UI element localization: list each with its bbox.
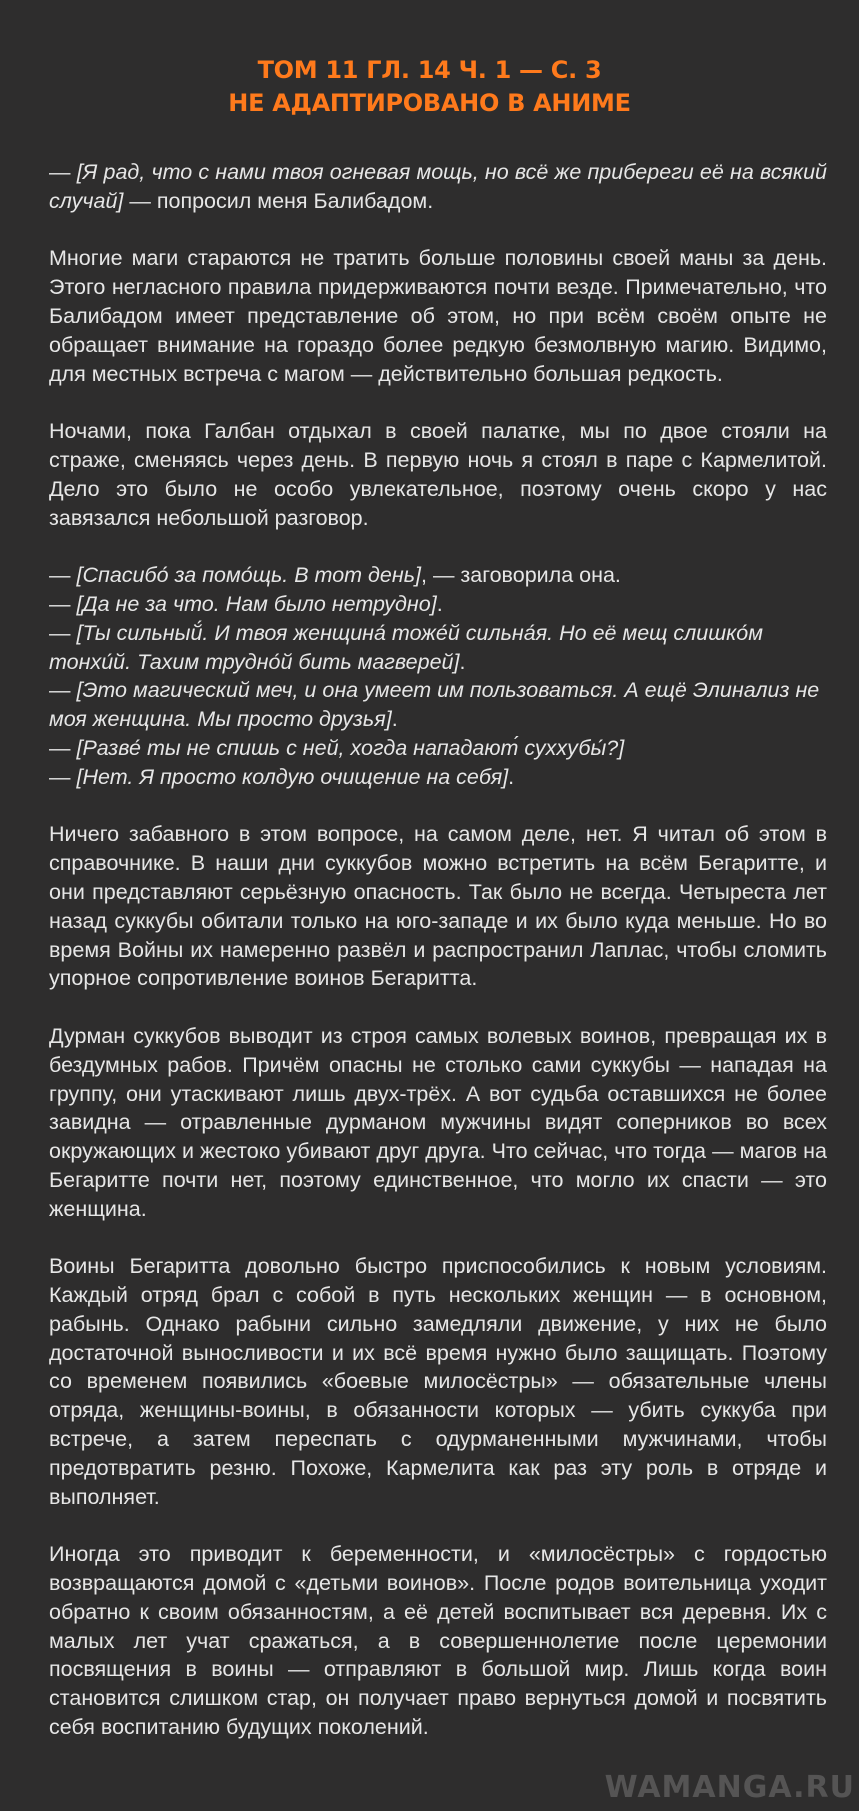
dialogue-speech: [Спасибо́ за помо́щь. В тот день] bbox=[76, 563, 421, 588]
dialogue-speech: [Да не за что. Нам было нетрудно] bbox=[76, 591, 437, 616]
dialogue-dash: — bbox=[49, 591, 77, 616]
paragraph: Дурман суккубов выводит из строя самых волевых воинов, превращая их в бездумных рабов. Причём опасны не столько сами суккубы — нападая на группу, они утаскивают лишь двух-трёх. А вот судьба оставшихся не более завидна — отравленные дурманом мужчины видят соперников во всех окружающих и жестоко убивают друг друга. Что сейчас, что тогда — магов на Бегаритте почти нет, поэтому единственное, что могло их спасти — это женщина. bbox=[49, 1023, 827, 1221]
chapter-header bbox=[0, 54, 859, 120]
dialogue-line bbox=[49, 763, 827, 792]
dialogue-line bbox=[49, 734, 827, 763]
dialogue-dash: — bbox=[49, 620, 77, 645]
intro-dialogue bbox=[49, 158, 827, 216]
dialogue-speech: [Я рад, что с нами твоя огневая мощь, но всё же прибереги её на всякий случай] bbox=[49, 160, 827, 213]
dialogue-line bbox=[49, 561, 827, 590]
dialogue-speech: [Разве́ ты не спишь с ней, хогда нападают́ суххубы́?] bbox=[76, 735, 625, 760]
paragraph: Иногда это приводит к беременности, и «милосёстры» с гордостью возвращаются домой с «детьми воинов». После родов воительница уходит обратно к своим обязанностям, а её детей воспитывает вся деревня. Их с малых лет учат сражаться, а в совершеннолетие после церемонии посвящения в воины — отправляют в большой мир. Лишь когда воин становится слишком стар, он получает право вернуться домой и посвятить себя воспитанию будущих поколений. bbox=[49, 1542, 827, 1740]
paragraph: Ничего забавного в этом вопросе, на самом деле, нет. Я читал об этом в справочнике. В наши дни суккубов можно встретить на всём Бегаритте, и они представляют серьёзную опасность. Так было не всегда. Четыреста лет назад суккубы обитали только на юго-западе и их было куда меньше. Но во время Войны их намеренно развёл и распространил Лаплас, чтобы сломить упорное сопротивление воинов Бегаритта. bbox=[49, 822, 827, 991]
dialogue-tail: . bbox=[391, 707, 398, 732]
dialogue-tail: . bbox=[436, 591, 443, 616]
dialogue-dash: — bbox=[49, 160, 77, 184]
dialogue-speech: [Это магический меч, и она умеет им пользоваться. А ещё Элинализ не моя женщина. Мы просто друзья] bbox=[49, 678, 820, 732]
dialogue-tail: — попросил меня Балибадом. bbox=[123, 188, 434, 213]
dialogue-tail: , — заговорила она. bbox=[421, 563, 621, 588]
dialogue-tail: . bbox=[508, 764, 515, 789]
dialogue-speech: [Нет. Я просто колдую очищение на себя] bbox=[76, 764, 509, 789]
paragraph: Ночами, пока Галбан отдыхал в своей палатке, мы по двое стояли на страже, сменяясь через день. В первую ночь я стоял в паре с Кармелитой. Дело это было не особо увлекательное, поэтому очень скоро у нас завязался небольшой разговор. bbox=[49, 419, 827, 530]
dialogue-line bbox=[49, 619, 827, 677]
dialogue-tail: . bbox=[459, 649, 466, 674]
adaptation-note: НЕ АДАПТИРОВАНО В АНИМЕ bbox=[228, 89, 631, 117]
dialogue-line bbox=[49, 676, 827, 734]
paragraph: Многие маги стараются не тратить больше половины своей маны за день. Этого негласного правила придерживаются почти везде. Примечательно, что Балибадом имеет представление об этом, но при всём своём опыте не обращает внимание на гораздо более редкую безмолвную магию. Видимо, для местных встреча с магом — действительно большая редкость. bbox=[49, 246, 827, 386]
chapter-text bbox=[0, 158, 859, 1742]
dialogue-speech: [Ты сильный́. И твоя женщина́ тоже́й сильна́я. Но её мещ слишко́м тонхи́й. Тахим трудно́й бить магверей] bbox=[49, 620, 763, 674]
paragraph: Воины Бегаритта довольно быстро приспособились к новым условиям. Каждый отряд брал с собой в путь нескольких женщин — в основном, рабынь. Однако рабыни сильно замедляли движение, у них не было достаточной выносливости и их всё время нужно было защищать. Поэтому со временем появились «боевые милосёстры» — обязательные члены отряда, женщины-воины, в обязанности которых — убить суккуба при встрече, а затем переспать с одурманенными мужчинами, чтобы предотвратить резню. Похоже, Кармелита как раз эту роль в отряде и выполняет. bbox=[49, 1254, 827, 1509]
dialogue-dash: — bbox=[49, 735, 77, 760]
site-watermark: WAMANGA.RU bbox=[604, 1770, 855, 1805]
dialogue-line bbox=[49, 590, 827, 619]
dialogue-dash: — bbox=[49, 563, 77, 588]
dialogue-block bbox=[49, 561, 827, 791]
dialogue-dash: — bbox=[49, 764, 77, 789]
chapter-title: ТОМ 11 ГЛ. 14 Ч. 1 — С. 3 bbox=[257, 56, 602, 84]
dialogue-dash: — bbox=[49, 678, 77, 703]
